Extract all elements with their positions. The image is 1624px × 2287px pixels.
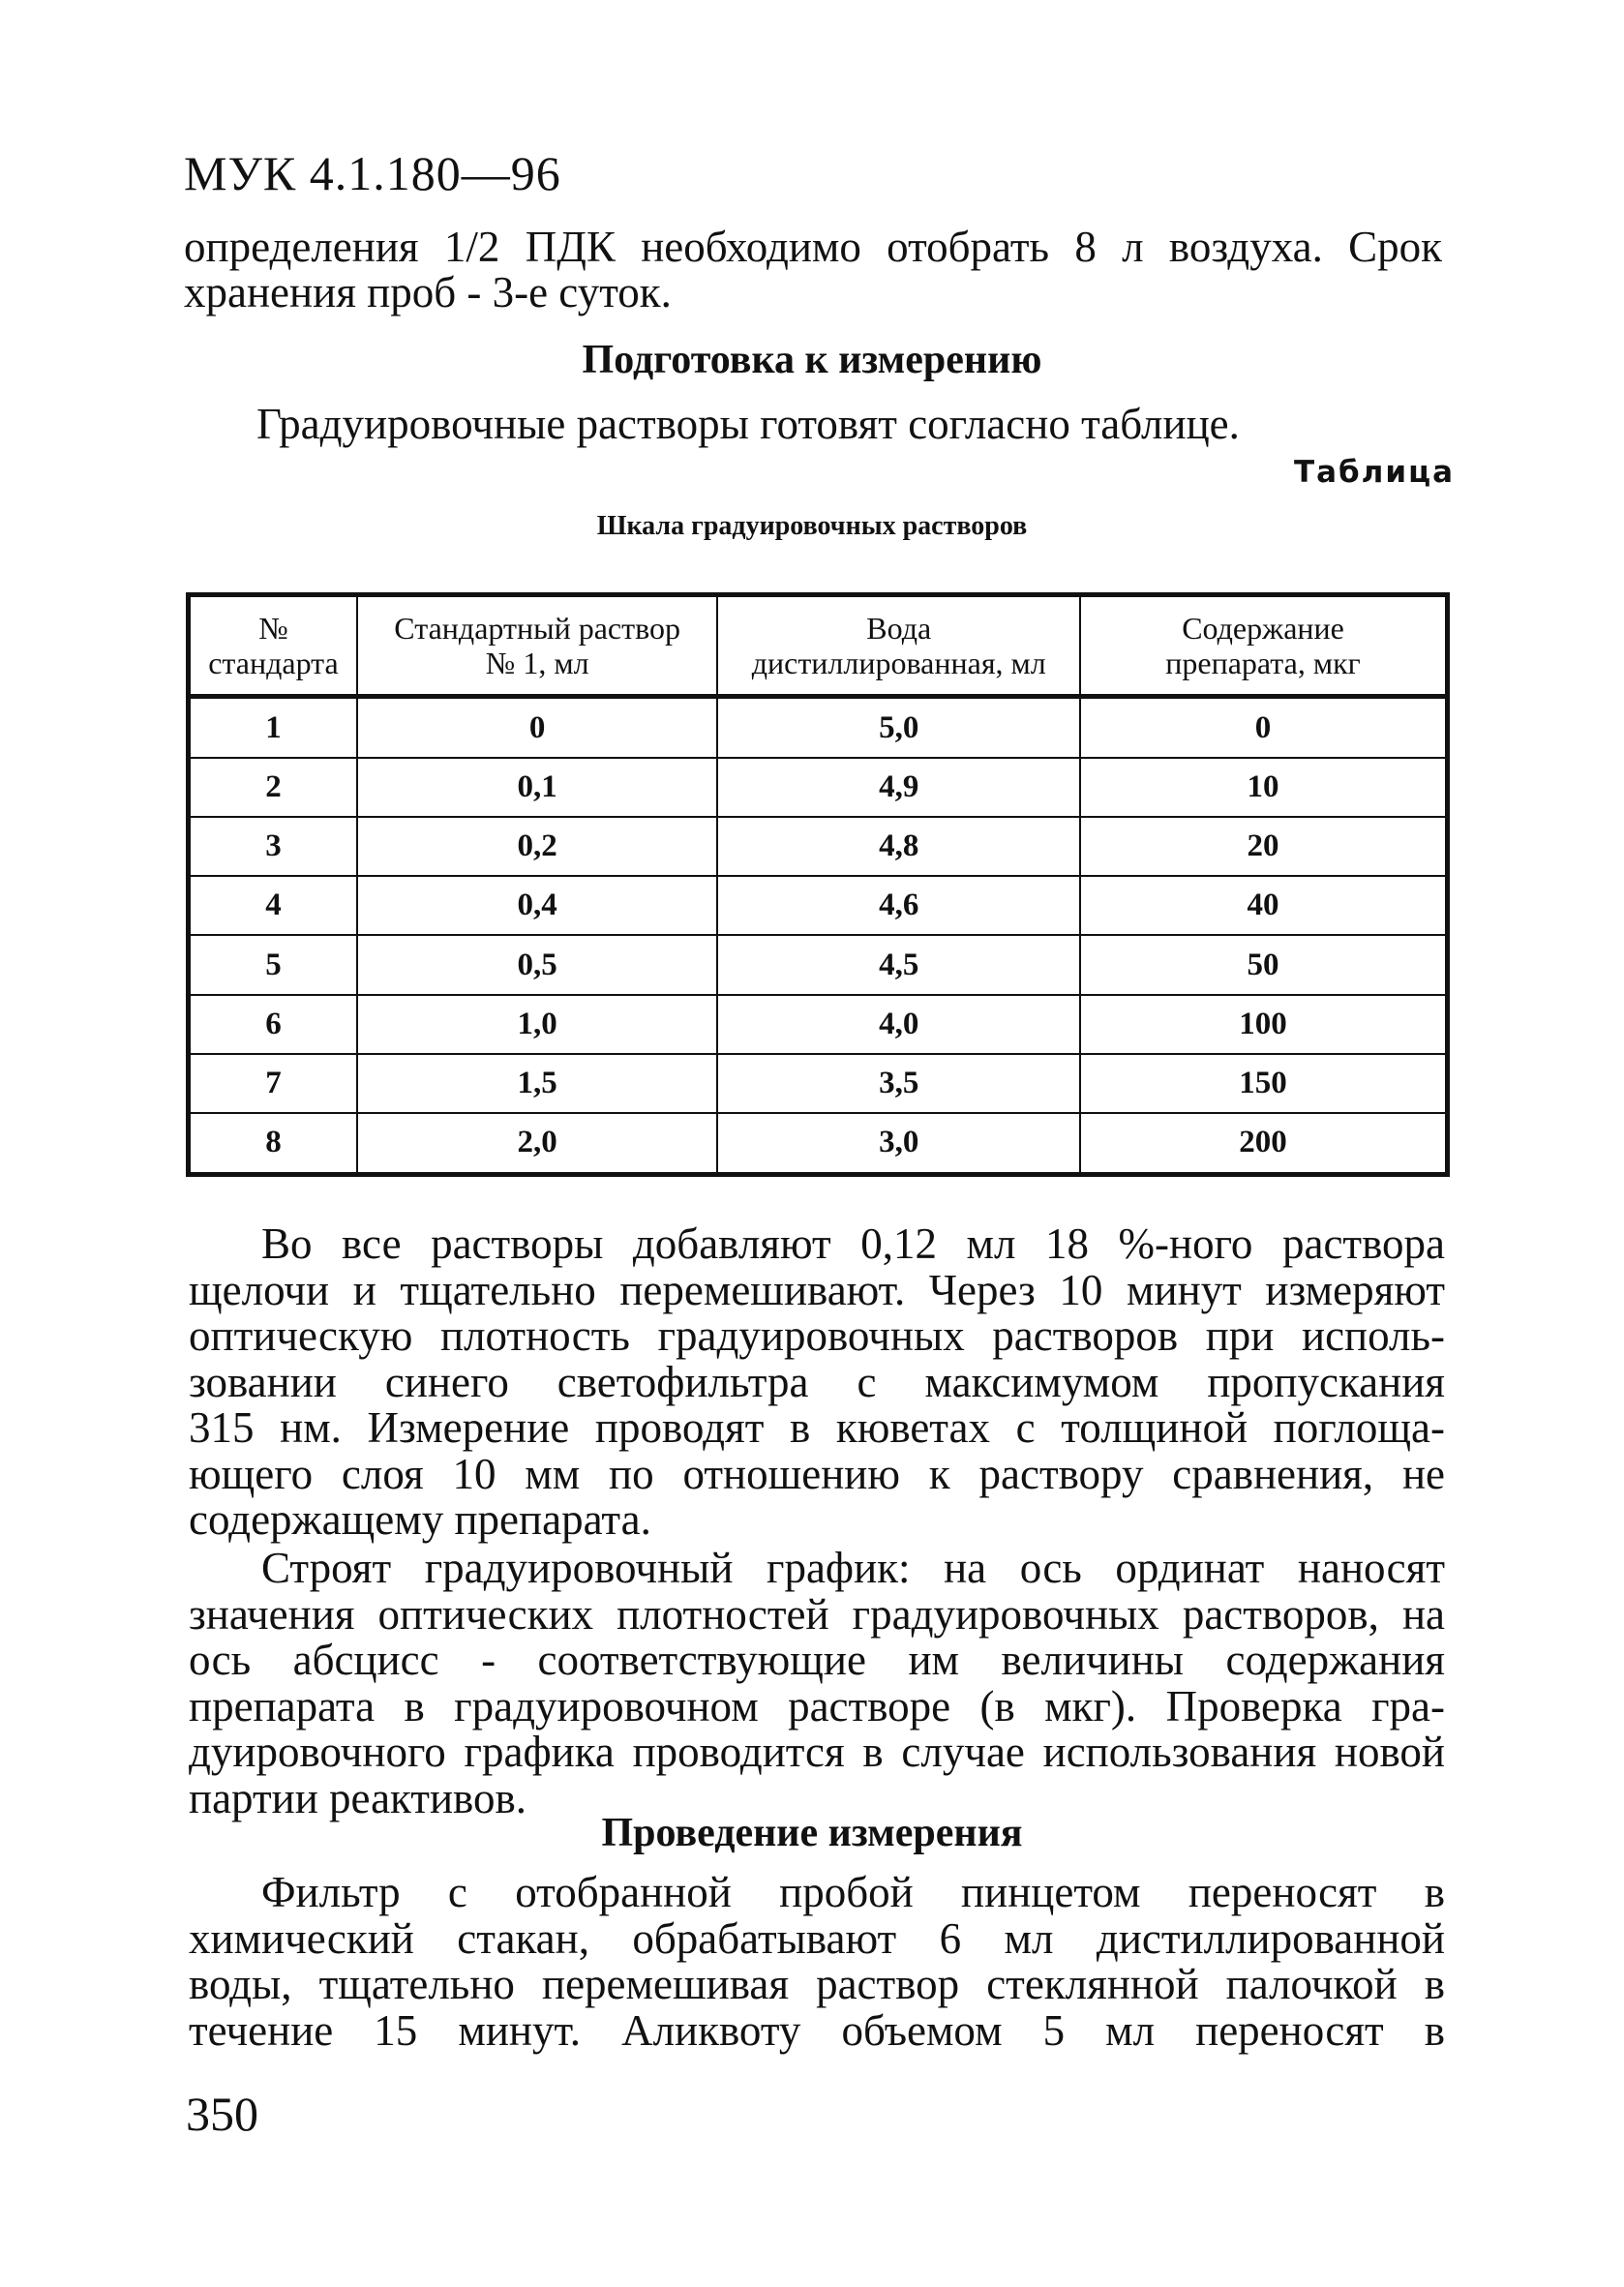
section-heading-measurement: Проведение измерения (601, 1811, 1023, 1855)
table-cell: 0 (1080, 697, 1447, 759)
text-line: ось абсцисс - соответствующие им величины содержания (189, 1636, 1445, 1684)
calibration-table (186, 592, 1450, 1177)
text-line: партии реактивов. (189, 1773, 526, 1822)
text-line: Во все растворы добавляют 0,12 мл 18 %-ного раствора (261, 1219, 1445, 1268)
text-line: ющего слоя 10 мм по отношению к раствору сравнения, не (189, 1449, 1445, 1498)
table-cell: 5 (189, 935, 357, 994)
text-line: Строят градуировочный график: на ось ординат наносят (261, 1544, 1445, 1592)
table-cell: 4,8 (717, 817, 1080, 876)
table-header-row (189, 595, 1448, 697)
table-row (189, 758, 1448, 817)
table-cell: 20 (1080, 817, 1447, 876)
paragraph-solutions (189, 1221, 1445, 1544)
text-line: зовании синего светофильтра с максимумом пропускания (189, 1357, 1445, 1406)
table-cell: 2 (189, 758, 357, 817)
table-cell: 40 (1080, 876, 1447, 935)
text-line: хранения проб - 3-е суток. (184, 268, 672, 316)
table-cell: 0,2 (357, 817, 717, 876)
table-cell: 1 (189, 697, 357, 759)
table-cell: 5,0 (717, 697, 1080, 759)
document-code-header: МУК 4.1.180—96 (184, 146, 561, 200)
table-cell: 0,1 (357, 758, 717, 817)
table-cell: 150 (1080, 1054, 1447, 1113)
table-cell: 200 (1080, 1113, 1447, 1175)
table-cell: 3,0 (717, 1113, 1080, 1175)
table-cell: 0 (357, 697, 717, 759)
table-cell: 4,0 (717, 995, 1080, 1054)
table-row (189, 1054, 1448, 1113)
table-row (189, 876, 1448, 935)
table-cell: 4,5 (717, 935, 1080, 994)
text-line: содержащему препарата. (189, 1495, 651, 1544)
text-line: значения оптических плотностей градуировочных растворов, на (189, 1589, 1445, 1639)
table-label: Таблица (1293, 455, 1455, 490)
table-row (189, 1113, 1448, 1175)
paragraph-measurement (189, 1870, 1445, 2054)
table-cell: 0,5 (357, 935, 717, 994)
column-header-standard-number: № стандарта (189, 595, 357, 697)
table-cell: 10 (1080, 758, 1447, 817)
paragraph-calibration-graph (189, 1546, 1445, 1821)
text-line: химический стакан, обрабатывают 6 мл дистиллированной (189, 1913, 1445, 1963)
column-header-standard-solution: Стандартный раствор № 1, мл (357, 595, 717, 697)
text-line: оптическую плотность градуировочных растворов при исполь- (189, 1311, 1445, 1360)
table-row (189, 935, 1448, 994)
table-cell: 1,5 (357, 1054, 717, 1113)
table-title: Шкала градуировочных растворов (596, 511, 1028, 541)
column-header-substance-content: Содержание препарата, мкг (1080, 595, 1447, 697)
text-line: течение 15 минут. Аликвоту объемом 5 мл переносят в (189, 2005, 1445, 2055)
continuation-text (184, 225, 1442, 316)
table-cell: 4 (189, 876, 357, 935)
table-cell: 4,6 (717, 876, 1080, 935)
text-line: препарата в градуировочном растворе (в мкг). Проверка гра- (189, 1681, 1445, 1730)
table-cell: 3,5 (717, 1054, 1080, 1113)
text-line: 315 нм. Измерение проводят в кюветах с толщиной поглоща- (189, 1403, 1445, 1452)
table-cell: 4,9 (717, 758, 1080, 817)
table-row (189, 697, 1448, 759)
table-cell: 8 (189, 1113, 357, 1175)
text-line: воды, тщательно перемешивая раствор стеклянной палочкой в (189, 1960, 1445, 2008)
table-cell: 50 (1080, 935, 1447, 994)
column-header-distilled-water: Вода дистиллированная, мл (717, 595, 1080, 697)
table-cell: 6 (189, 995, 357, 1054)
text-line: дуировочного графика проводится в случае использования новой (189, 1728, 1445, 1776)
table-cell: 0,4 (357, 876, 717, 935)
table-row (189, 995, 1448, 1054)
table-cell: 7 (189, 1054, 357, 1113)
text-line: щелочи и тщательно перемешивают. Через 10 минут измеряют (189, 1265, 1445, 1314)
intro-text: Градуировочные растворы готовят согласно таблице. (256, 400, 1240, 448)
text-line: определения 1/2 ПДК необходимо отобрать 8 л воздуха. Срок (184, 223, 1442, 271)
table-cell: 3 (189, 817, 357, 876)
table-cell: 100 (1080, 995, 1447, 1054)
table-cell: 2,0 (357, 1113, 717, 1175)
table-cell: 1,0 (357, 995, 717, 1054)
page-number: 350 (186, 2087, 258, 2141)
section-heading-preparation: Подготовка к измерению (582, 338, 1042, 382)
text-line: Фильтр с отобранной пробой пинцетом переносят в (261, 1868, 1445, 1916)
table-row (189, 817, 1448, 876)
